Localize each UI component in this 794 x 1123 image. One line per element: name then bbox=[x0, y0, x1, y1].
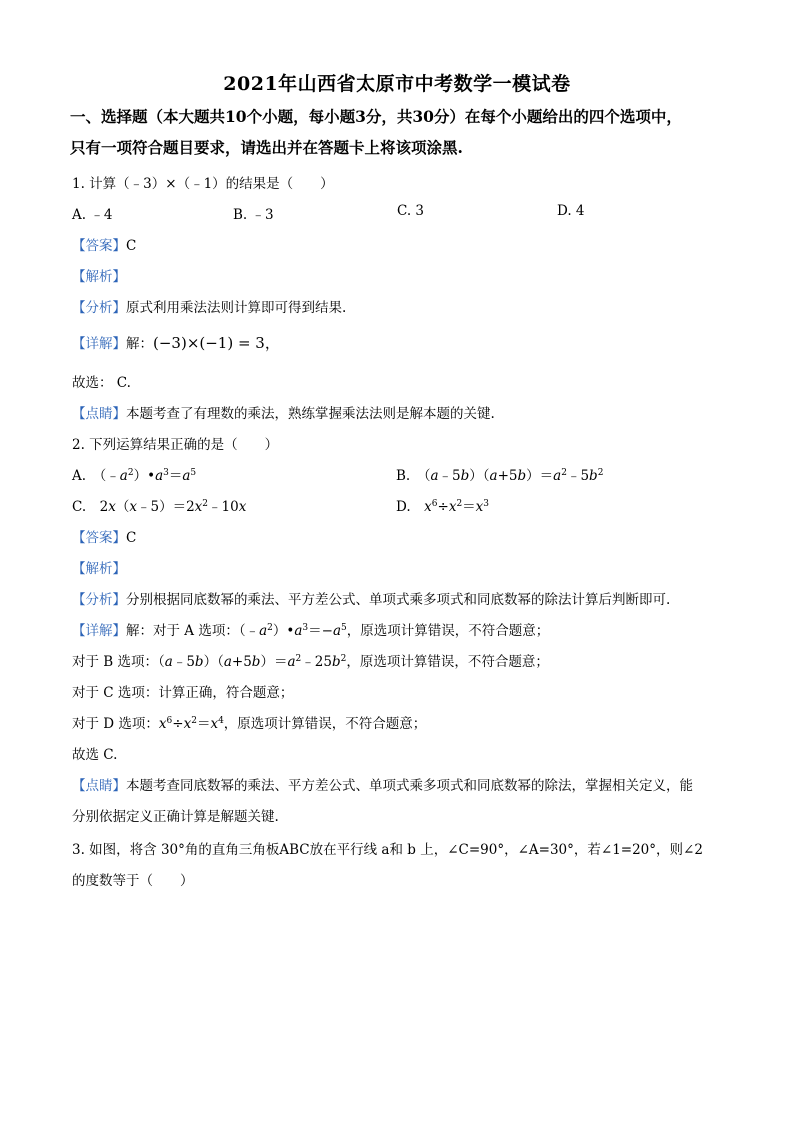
q2-answer: 【答案】C bbox=[72, 530, 137, 546]
xiangjie-b-suffix: ，原选项计算错误，不符合题意； bbox=[346, 654, 549, 670]
q2-xiangjie-a: 【详解】解：对于 A 选项：$(﹣a^2)•a^3=-a^5$，原选项计算错误，不符合题意； bbox=[72, 623, 550, 639]
analysis-tag: 解析 bbox=[85, 561, 113, 577]
xiangjie-a-prefix: 解：对于 A 选项： bbox=[126, 623, 239, 639]
q1-option-b: B. ﹣3 bbox=[233, 207, 274, 223]
q1-answer: 【答案】C bbox=[72, 238, 137, 254]
q2-option-c: C. $2x(x﹣5)=2x^2﹣10x$ bbox=[72, 499, 247, 515]
q2-dianjing-cont: 分别依据定义正确计算是解题关键. bbox=[72, 809, 279, 825]
q1-option-a: A. ﹣4 bbox=[72, 207, 113, 223]
q3-stem-line-1: 3. 如图，将含 30°角的直角三角板ABC放在平行线 a和 b 上，∠C=90°，∠A=30°，若∠1=20°，则∠2 bbox=[72, 842, 703, 858]
xiangjie-d-prefix: 对于 D 选项： bbox=[72, 716, 159, 732]
q1-fenxi: 【分析】原式利用乘法法则计算即可得到结果. bbox=[72, 300, 347, 316]
q2-xiangjie-d: 对于 D 选项：$x^6\div x^2=x^4$，原选项计算错误，不符合题意； bbox=[72, 716, 427, 732]
q2-option-a: A. $(﹣a^2)•a^3=a^5$ bbox=[72, 468, 197, 484]
fenxi-tag: 分析 bbox=[85, 300, 113, 316]
q2-stem: 2. 下列运算结果正确的是（ ） bbox=[72, 437, 279, 453]
q1-analysis-heading: 【解析】 bbox=[72, 269, 126, 285]
q2-analysis-heading: 【解析】 bbox=[72, 561, 126, 577]
xiangjie-math: (−3)×(−1) = 3， bbox=[153, 334, 280, 352]
dianjing-text-1: 本题考查同底数幂的乘法、平方差公式、单项式乘多项式和同底数幂的除法，掌握相关定义，能 bbox=[126, 778, 693, 794]
q1-dianjing: 【点睛】本题考查了有理数的乘法，熟练掌握乘法法则是解本题的关键. bbox=[72, 406, 495, 422]
answer-tag: 答案 bbox=[85, 530, 113, 546]
answer-value: C bbox=[126, 238, 137, 254]
fenxi-text: 原式利用乘法法则计算即可得到结果. bbox=[126, 300, 347, 316]
fenxi-tag: 分析 bbox=[85, 592, 113, 608]
page-title: 2021年山西省太原市中考数学一模试卷 bbox=[223, 73, 571, 95]
section-heading bbox=[70, 101, 730, 163]
q2-option-d: D. $x^6\div x^2=x^3$ bbox=[396, 499, 490, 515]
xiangjie-b-prefix: 对于 B 选项： bbox=[72, 654, 159, 670]
q1-conclusion: 故选： C. bbox=[72, 375, 131, 391]
q2-xiangjie-b: 对于 B 选项：$(a﹣5b)(a+5b)=a^2﹣25b^2$，原选项计算错误，不符合题意； bbox=[72, 654, 549, 670]
q3-stem-line-2: 的度数等于（ ） bbox=[72, 873, 194, 889]
xiangjie-tag: 详解 bbox=[85, 336, 113, 352]
xiangjie-prefix: 解： bbox=[126, 336, 153, 352]
dianjing-tag: 点睛 bbox=[85, 406, 113, 422]
xiangjie-d-suffix: ，原选项计算错误，不符合题意； bbox=[223, 716, 427, 732]
q1-stem: 1. 计算（﹣3）×（﹣1）的结果是（ ） bbox=[72, 176, 334, 192]
answer-tag: 答案 bbox=[85, 238, 113, 254]
q2-option-b: B. $(a﹣5b)(a+5b)=a^2﹣5b^2$ bbox=[396, 468, 604, 484]
q1-xiangjie: 【详解】解：(−3)×(−1) = 3， bbox=[72, 334, 280, 352]
q2-xiangjie-c: 对于 C 选项：计算正确，符合题意； bbox=[72, 685, 294, 701]
q2-dianjing: 【点睛】本题考查同底数幂的乘法、平方差公式、单项式乘多项式和同底数幂的除法，掌握相关定义，能 bbox=[72, 778, 693, 794]
section-heading-line-1: 一、选择题（本大题共10个小题，每小题3分，共30分）在每个小题给出的四个选项中， bbox=[70, 107, 682, 126]
q2-fenxi: 【分析】分别根据同底数幂的乘法、平方差公式、单项式乘多项式和同底数幂的除法计算后判断即可. bbox=[72, 592, 671, 608]
fenxi-text: 分别根据同底数幂的乘法、平方差公式、单项式乘多项式和同底数幂的除法计算后判断即可. bbox=[126, 592, 671, 608]
analysis-tag: 解析 bbox=[85, 269, 113, 285]
dianjing-text: 本题考查了有理数的乘法，熟练掌握乘法法则是解本题的关键. bbox=[126, 406, 495, 422]
q1-option-c: C. 3 bbox=[397, 203, 425, 219]
answer-value: C bbox=[126, 530, 137, 546]
q1-option-d: D. 4 bbox=[557, 203, 585, 219]
section-heading-line-2: 只有一项符合题目要求，请选出并在答题卡上将该项涂黑. bbox=[70, 138, 463, 157]
xiangjie-tag: 详解 bbox=[85, 623, 113, 639]
q2-conclusion: 故选 C. bbox=[72, 747, 118, 763]
xiangjie-a-suffix: ，原选项计算错误，不符合题意； bbox=[346, 623, 550, 639]
dianjing-tag: 点睛 bbox=[85, 778, 113, 794]
